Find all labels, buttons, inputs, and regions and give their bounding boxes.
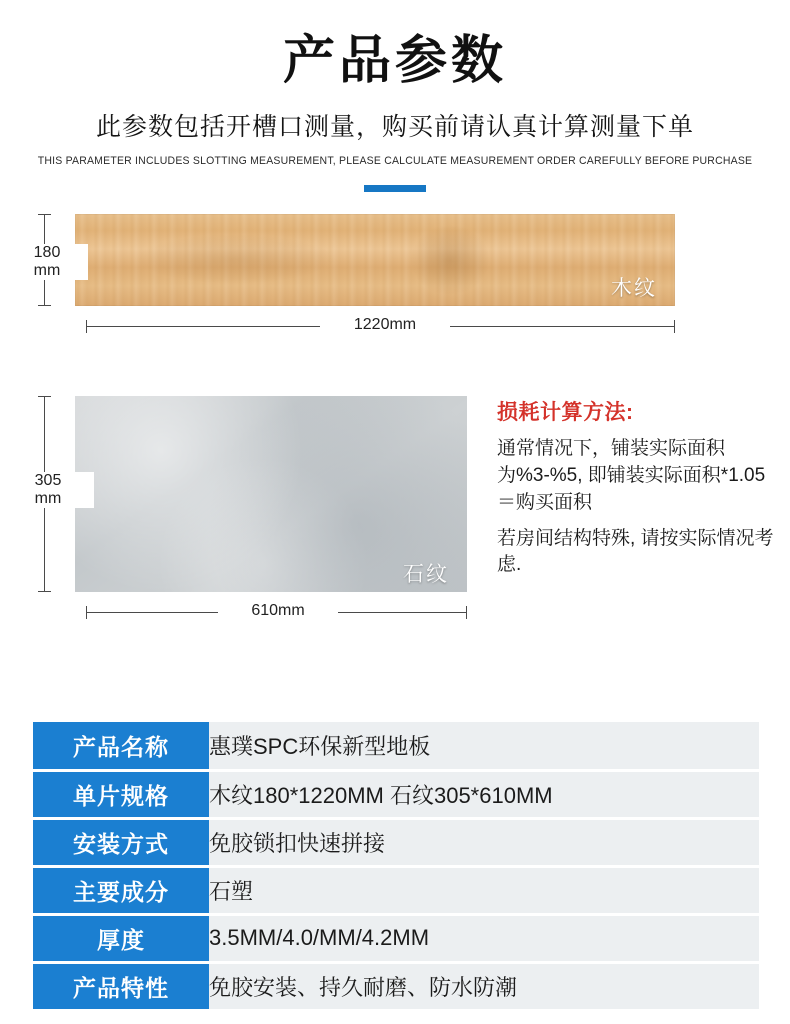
product-diagrams: [0, 214, 790, 634]
spec-key-cell: 安装方式: [33, 818, 209, 866]
wood-width-cap-left: [86, 320, 87, 333]
page-subtitle: 此参数包括开槽口测量，购买前请认真计算测量下单: [95, 112, 694, 141]
table-row: [33, 962, 759, 1010]
spec-value-cell: 免胶安装、持久耐磨、防水防潮: [209, 962, 759, 1010]
spec-value-cell: 木纹180*1220MM 石纹305*610MM: [209, 770, 759, 818]
stone-width-label: 610mm: [218, 602, 338, 620]
spec-value-cell: 石塑: [209, 866, 759, 914]
table-row: [33, 722, 759, 770]
page-subtitle-english: THIS PARAMETER INCLUDES SLOTTING MEASUREMENT, PLEASE CALCULATE MEASUREMENT ORDER CAREFULLY BEFORE PURCHASE: [37, 154, 753, 167]
wood-width-cap-right: [674, 320, 675, 333]
accent-divider: [364, 185, 426, 192]
wood-width-label: 1220mm: [320, 316, 450, 334]
wood-height-unit: mm: [33, 261, 61, 279]
stone-height-cap-top: [38, 396, 51, 397]
wood-knot-decoration: [405, 220, 495, 300]
wood-height-cap-bottom: [38, 305, 51, 306]
loss-calculation-paragraph-2: 若房间结构特殊, 请按实际情况考虑.: [497, 527, 774, 576]
table-row: [33, 818, 759, 866]
stone-width-cap-right: [466, 606, 467, 619]
spec-key-cell: 产品名称: [33, 722, 209, 770]
stone-height-unit: mm: [34, 489, 62, 507]
spec-value-cell: 免胶锁扣快速拼接: [209, 818, 759, 866]
wood-grain-decoration: [135, 234, 335, 284]
stone-width-cap-left: [86, 606, 87, 619]
wood-height-value: 180: [33, 243, 61, 261]
page-title: 产品参数: [282, 32, 507, 90]
spec-key-cell: 单片规格: [33, 770, 209, 818]
stone-height-cap-bottom: [38, 591, 51, 592]
loss-calculation-note: [497, 396, 777, 580]
stone-tile-sample: [75, 396, 467, 592]
wood-sample-label: 木纹: [611, 276, 657, 300]
stone-height-value: 305: [34, 471, 62, 489]
spec-value-cell: 3.5MM/4.0/MM/4.2MM: [209, 914, 759, 962]
table-row: [33, 866, 759, 914]
wood-plank-sample: [75, 214, 675, 306]
wood-height-label: [6, 244, 88, 281]
page-header: [0, 0, 790, 192]
table-row: [33, 770, 759, 818]
spec-table-body: [33, 722, 759, 1010]
product-spec-table: [33, 722, 759, 1012]
spec-key-cell: 主要成分: [33, 866, 209, 914]
wood-height-cap-top: [38, 214, 51, 215]
stone-sample-label: 石纹: [403, 562, 449, 586]
spec-value-cell: 惠璞SPC环保新型地板: [209, 722, 759, 770]
stone-height-label: [2, 472, 94, 509]
spec-key-cell: 产品特性: [33, 962, 209, 1010]
spec-key-cell: 厚度: [33, 914, 209, 962]
loss-calculation-paragraph-1: 通常情况下，铺装实际面积为%3-%5, 即铺装实际面积*1.05＝购买面积: [497, 437, 766, 513]
loss-calculation-title: 损耗计算方法:: [497, 400, 634, 424]
table-row: [33, 914, 759, 962]
